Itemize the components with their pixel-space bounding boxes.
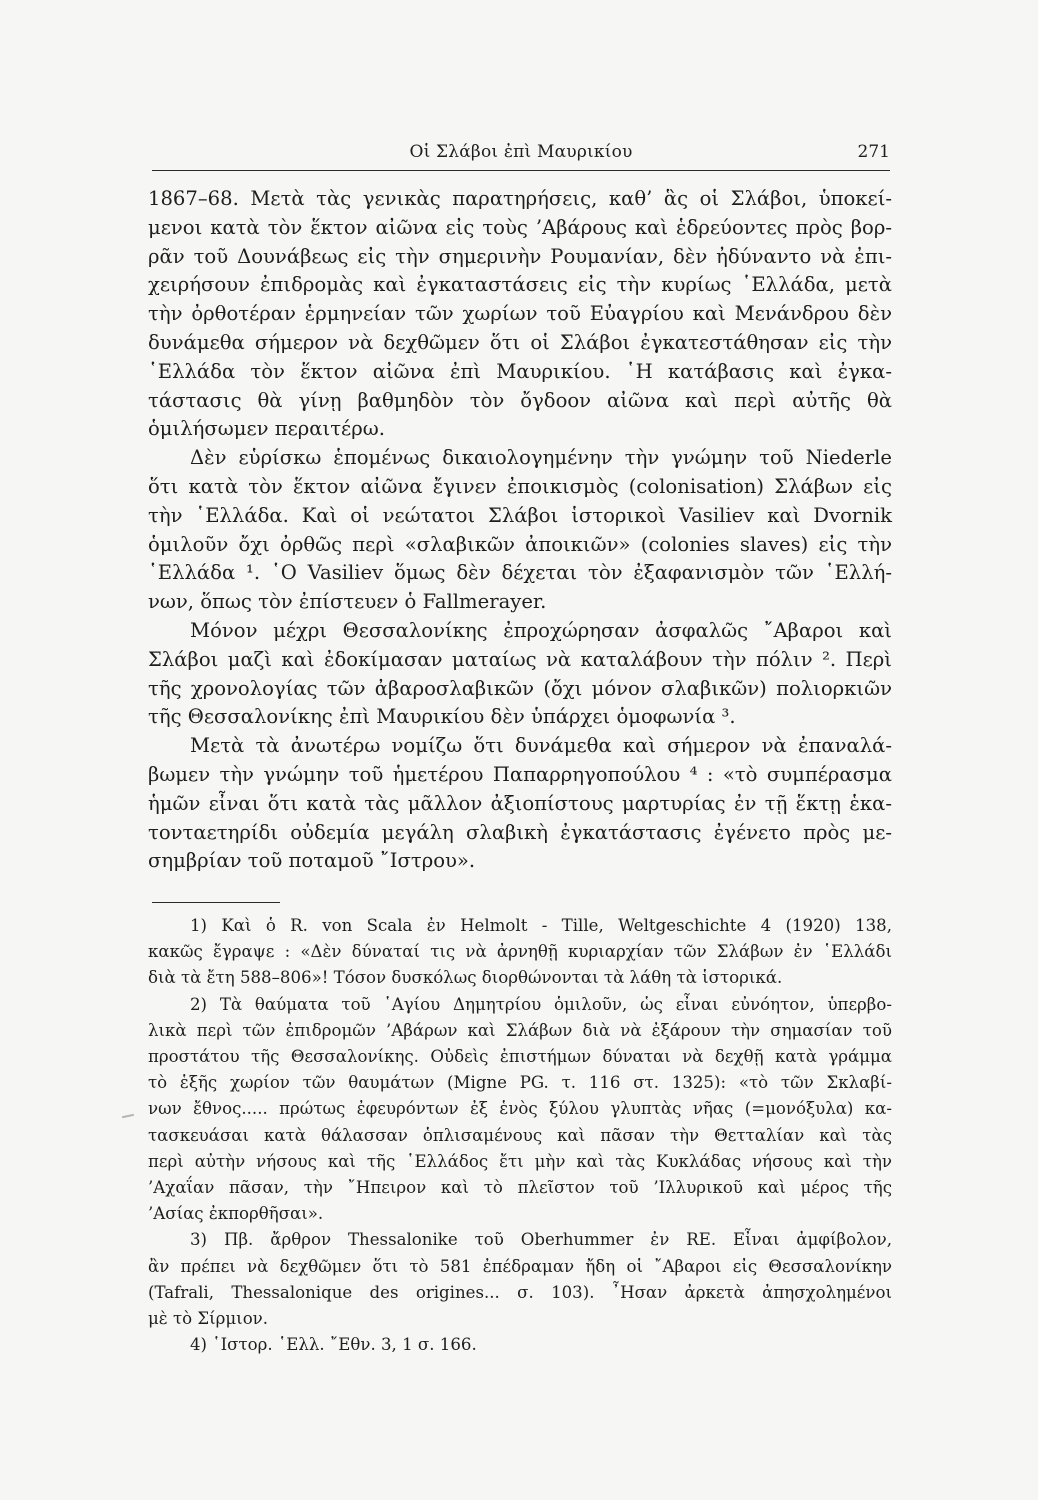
footnote-line: ’Αχαΐαν πᾶσαν, τὴν ῎Ηπειρον καὶ τὸ πλεῖστον τοῦ ’Ιλλυρικοῦ καὶ μέρος τῆς [148, 1178, 892, 1198]
paragraph-2 [148, 444, 892, 617]
footnote-line: λικὰ περὶ τῶν ἐπιδρομῶν ’Αβάρων καὶ Σλάβων διὰ νὰ ἐξάρουν τὴν σημασίαν τοῦ [148, 1020, 892, 1040]
text-line: τῆς χρονολογίας τῶν ἀβαροσλαβικῶν (ὄχι μόνον σλαβικῶν) πολιορκιῶν [148, 676, 892, 700]
paragraph-1 [148, 185, 892, 444]
footnote-line: 2) Τὰ θαύματα τοῦ ῾Αγίου Δημητρίου ὁμιλοῦν, ὡς εἶναι εὐνόητον, ὑπερβο- [190, 994, 892, 1014]
footnote-line: 4) ῾Ιστορ. ῾Ελλ. ῎Εθν. 3, 1 σ. 166. [190, 1335, 477, 1355]
footnote-4 [148, 1332, 892, 1358]
text-line: τῆς Θεσσαλονίκης ἐπὶ Μαυρικίου δὲν ὑπάρχει ὁμοφωνία ³. [148, 705, 736, 729]
text-line: Μόνον μέχρι Θεσσαλονίκης ἐπροχώρησαν ἀσφαλῶς ῎Αβαροι καὶ [190, 618, 892, 642]
running-title: Οἱ Σλάβοι ἐπὶ Μαυρικίου [409, 142, 633, 162]
footnote-1 [148, 913, 892, 992]
text-line: δυνάμεθα σήμερον νὰ δεχθῶμεν ὅτι οἱ Σλάβοι ἐγκατεστάθησαν εἰς τὴν [148, 330, 892, 354]
footnote-2 [148, 992, 892, 1228]
footnote-3 [148, 1227, 892, 1332]
text-line: τονταετηρίδι οὐδεμία μεγάλη σλαβικὴ ἐγκατάστασις ἐγένετο πρὸς με- [148, 820, 892, 844]
text-line: ὁμιλήσωμεν περαιτέρω. [148, 417, 385, 441]
footnote-line: (Tafrali, Thessalonique des origines... σ. 103). ῏Ησαν ἀρκετὰ ἀπησχολημένοι [148, 1282, 892, 1302]
footnote-separator [152, 902, 280, 903]
text-line: 1867–68. Μετὰ τὰς γενικὰς παρατηρήσεις, καθ’ ἃς οἱ Σλάβοι, ὑποκεί- [148, 187, 892, 210]
footnote-line: 3) Πβ. ἄρθρον Thessalonike τοῦ Oberhummer ἐν RE. Εἶναι ἀμφίβολον, [190, 1230, 892, 1250]
text-line: τὴν ὀρθοτέραν ἑρμηνείαν τῶν χωρίων τοῦ Εὐαγρίου καὶ Μενάνδρου δὲν [148, 302, 892, 326]
paragraph-4 [148, 732, 892, 876]
paragraph-3 [148, 617, 892, 732]
text-line: ὁμιλοῦν ὄχι ὀρθῶς περὶ «σλαβικῶν ἀποικιῶν» (colonies slaves) εἰς τὴν [148, 532, 892, 556]
body-text [148, 185, 892, 876]
text-line: ὅτι κατὰ τὸν ἕκτον αἰῶνα ἔγινεν ἐποικισμὸς (colonisation) Σλάβων εἰς [148, 474, 892, 498]
footnotes [148, 913, 892, 1358]
scan-artifact [122, 1114, 134, 1118]
text-line: Σλάβοι μαζὶ καὶ ἐδοκίμασαν ματαίως νὰ καταλάβουν τὴν πόλιν ². Περὶ [148, 647, 892, 671]
footnote-line: ’Ασίας ἐκπορθῆσαι». [148, 1204, 324, 1224]
text-line: ῾Ελλάδα ¹. ῾Ο Vasiliev ὅμως δὲν δέχεται τὸν ἐξαφανισμὸν τῶν ῾Ελλή- [148, 561, 892, 585]
footnote-line: τὸ ἑξῆς χωρίον τῶν θαυμάτων (Migne PG. τ. 116 στ. 1325): «τὸ τῶν Σκλαβί- [148, 1073, 892, 1093]
text-line: τάστασις θὰ γίνῃ βαθμηδὸν τὸν ὄγδοον αἰῶνα καὶ περὶ αὐτῆς θὰ [148, 388, 892, 412]
text-line: Δὲν εὑρίσκω ἑπομένως δικαιολογημένην τὴν γνώμην τοῦ Niederle [190, 446, 892, 470]
footnote-line: νων ἔθνος..... πρώτως ἐφευρόντων ἐξ ἑνὸς ξύλου γλυπτὰς νῆας (=μονόξυλα) κα- [148, 1099, 892, 1119]
footnote-line: μὲ τὸ Σίρμιον. [148, 1309, 269, 1329]
text-line: χειρήσουν ἐπιδρομὰς καὶ ἐγκαταστάσεις εἰς τὴν κυρίως ῾Ελλάδα, μετὰ [148, 273, 892, 297]
text-line: Μετὰ τὰ ἀνωτέρω νομίζω ὅτι δυνάμεθα καὶ σήμερον νὰ ἐπαναλά- [190, 734, 892, 758]
text-line: ἡμῶν εἶναι ὅτι κατὰ τὰς μᾶλλον ἀξιοπίστους μαρτυρίας ἐν τῇ ἕκτῃ ἑκα- [148, 791, 892, 815]
footnote-line: κακῶς ἔγραψε : «Δὲν δύναταί τις νὰ ἀρνηθῇ κυριαρχίαν τῶν Σλάβων ἐν ῾Ελλάδι [148, 942, 892, 962]
text-line: τὴν ῾Ελλάδα. Καὶ οἱ νεώτατοι Σλάβοι ἱστορικοὶ Vasiliev καὶ Dvornik [148, 503, 892, 527]
footnote-line: 1) Καὶ ὁ R. von Scala ἐν Helmolt - Tille, Weltgeschichte 4 (1920) 138, [190, 916, 892, 935]
text-line: σημβρίαν τοῦ ποταμοῦ ῎Ιστρου». [148, 849, 476, 873]
text-line: βωμεν τὴν γνώμην τοῦ ἡμετέρου Παπαρρηγοπούλου ⁴ : «τὸ συμπέρασμα [148, 762, 892, 786]
text-line: μενοι κατὰ τὸν ἕκτον αἰῶνα εἰς τοὺς ’Αβάρους καὶ ἑδρεύοντες πρὸς βορ- [148, 215, 892, 239]
footnote-line: προστάτου τῆς Θεσσαλονίκης. Οὐδεὶς ἐπιστήμων δύναται νὰ δεχθῇ κατὰ γράμμα [148, 1047, 892, 1067]
text-line: νων, ὅπως τὸν ἐπίστευεν ὁ Fallmerayer. [148, 590, 547, 614]
text-line: ῾Ελλάδα τὸν ἕκτον αἰῶνα ἐπὶ Μαυρικίου. ῾Η κατάβασις καὶ ἐγκα- [148, 359, 892, 383]
footnote-line: ἂν πρέπει νὰ δεχθῶμεν ὅτι τὸ 581 ἐπέδραμαν ἤδη οἱ ῎Αβαροι εἰς Θεσσαλονίκην [148, 1256, 892, 1276]
footnote-line: διὰ τὰ ἔτη 588–806»! Τόσον δυσκόλως διορθώνονται τὰ λάθη τὰ ἱστορικά. [148, 968, 783, 988]
footnote-line: περὶ αὐτὴν νήσους καὶ τῆς ῾Ελλάδος ἔτι μὴν καὶ τὰς Κυκλάδας νήσους καὶ τὴν [148, 1151, 892, 1171]
page-number: 271 [857, 142, 890, 162]
page-header [152, 140, 890, 171]
footnote-line: τασκευάσαι κατὰ θάλασσαν ὁπλισαμένους καὶ πᾶσαν τὴν Θετταλίαν καὶ τὰς [148, 1125, 892, 1145]
text-line: ρᾶν τοῦ Δουνάβεως εἰς τὴν σημερινὴν Ρουμανίαν, δὲν ἠδύναντο νὰ ἐπι- [148, 244, 892, 268]
